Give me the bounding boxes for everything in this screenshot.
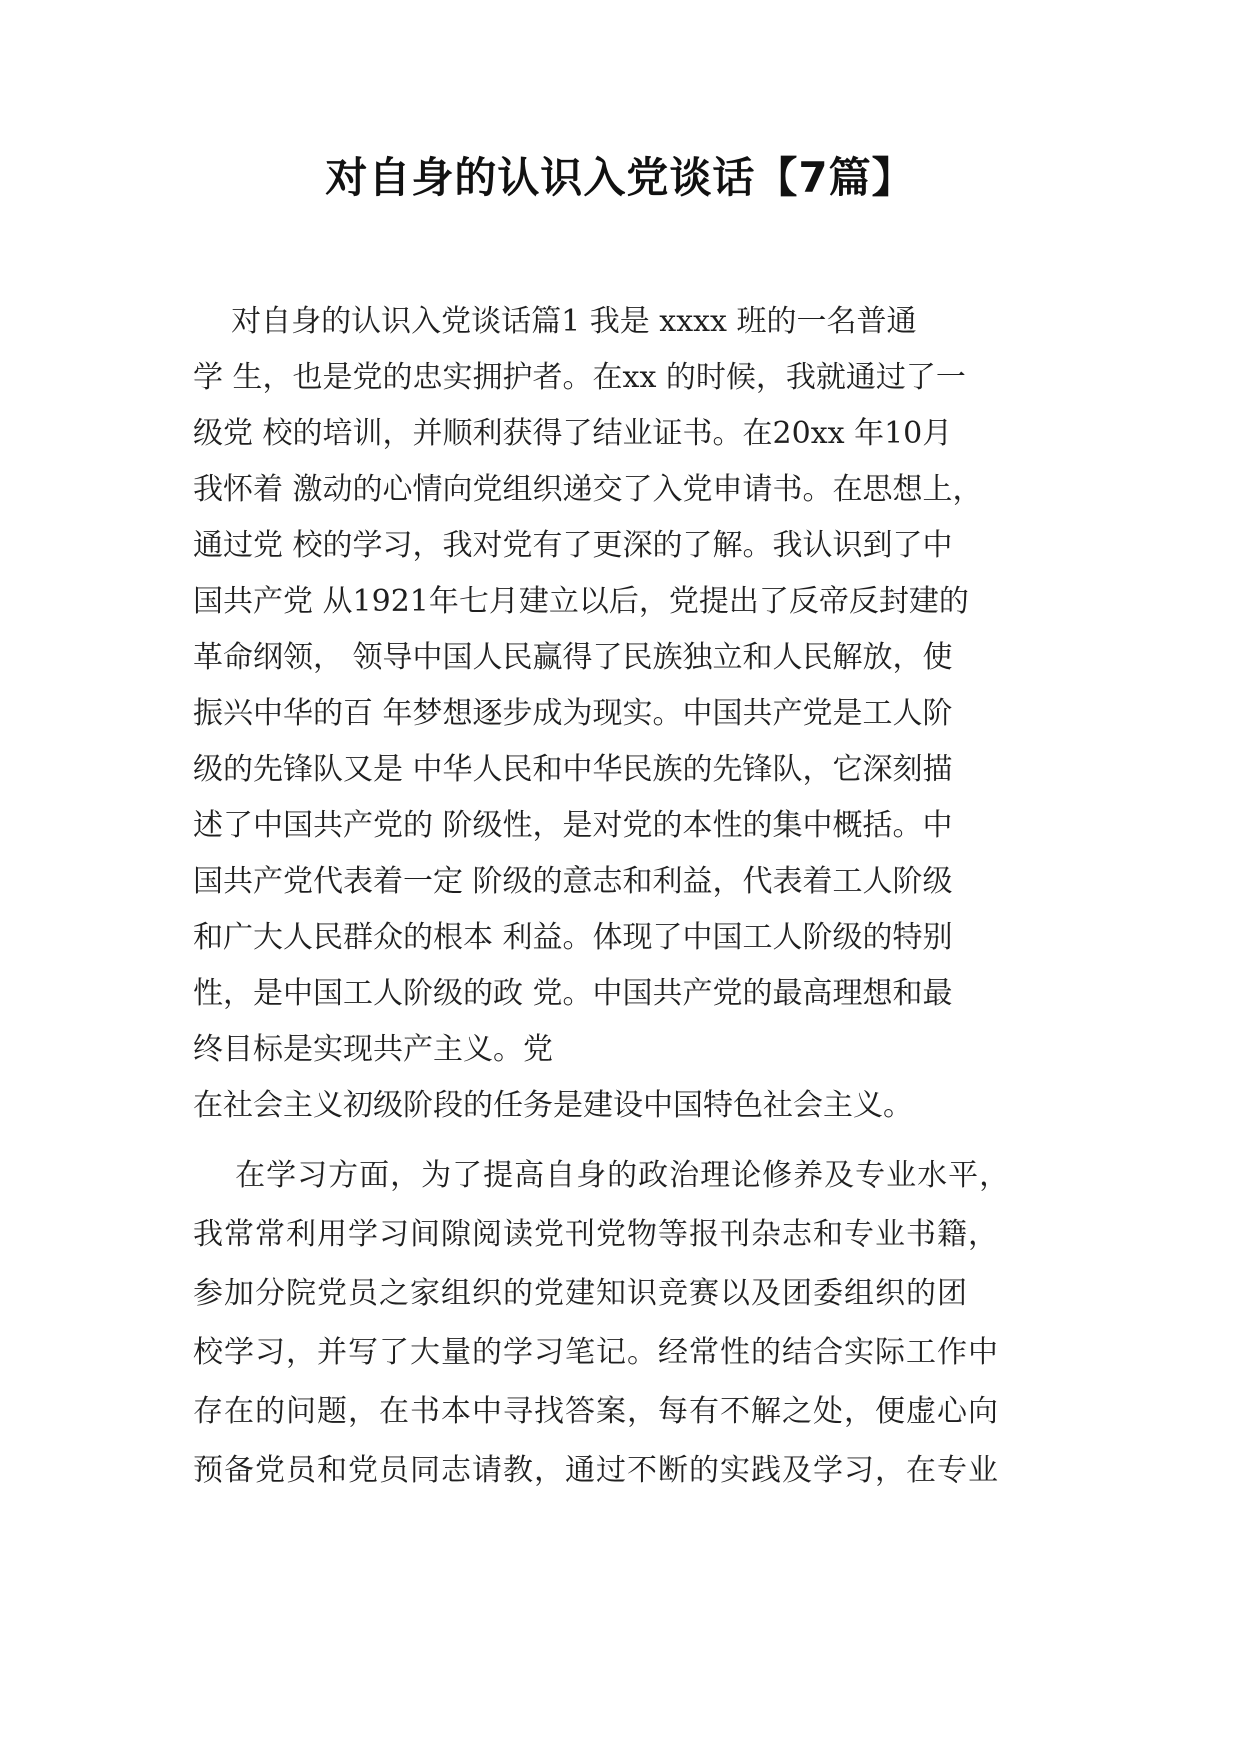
paragraph-line: 参加分院党员之家组织的党建知识竞赛以及团委组织的团 bbox=[193, 1276, 968, 1311]
paragraph-line: 国共产党 从1921年七月建立以后，党提出了反帝反封建的 bbox=[193, 584, 969, 619]
paragraph-2 bbox=[193, 1146, 1073, 1500]
paragraph-line: 对自身的认识入党谈话篇1 我是 xxxx 班的一名普通 bbox=[193, 304, 917, 339]
paragraph-line: 级的先锋队又是 中华人民和中华民族的先锋队，它深刻描 bbox=[193, 752, 953, 787]
paragraph-line: 在社会主义初级阶段的任务是建设中国特色社会主义。 bbox=[193, 1088, 913, 1123]
paragraph-1 bbox=[193, 294, 1073, 1134]
paragraph-line: 国共产党代表着一定 阶级的意志和利益，代表着工人阶级 bbox=[193, 864, 953, 899]
paragraph-line: 和广大人民群众的根本 利益。体现了中国工人阶级的特别 bbox=[193, 920, 953, 955]
paragraph-line: 终目标是实现共产主义。党 bbox=[193, 1032, 553, 1067]
paragraph-line: 性，是中国工人阶级的政 党。中国共产党的最高理想和最 bbox=[193, 976, 953, 1011]
document-title: 对自身的认识入党谈话【7篇】 bbox=[325, 153, 915, 202]
paragraph-line: 存在的问题，在书本中寻找答案，每有不解之处，便虚心向 bbox=[193, 1394, 999, 1429]
paragraph-line: 校学习，并写了大量的学习笔记。经常性的结合实际工作中 bbox=[193, 1335, 999, 1370]
paragraph-line: 革命纲领， 领导中国人民赢得了民族独立和人民解放，使 bbox=[193, 640, 953, 675]
paragraph-line: 学 生，也是党的忠实拥护者。在xx 的时候，我就通过了一 bbox=[193, 360, 966, 395]
paragraph-line: 级党 校的培训，并顺利获得了结业证书。在20xx 年10月 bbox=[193, 416, 953, 451]
paragraph-line: 预备党员和党员同志请教，通过不断的实践及学习，在专业 bbox=[193, 1453, 999, 1488]
paragraph-line: 振兴中华的百 年梦想逐步成为现实。中国共产党是工人阶 bbox=[193, 696, 953, 731]
paragraph-line: 述了中国共产党的 阶级性，是对党的本性的集中概括。中 bbox=[193, 808, 953, 843]
paragraph-line: 我常常利用学习间隙阅读党刊党物等报刊杂志和专业书籍， bbox=[193, 1217, 999, 1252]
paragraph-line: 通过党 校的学习，我对党有了更深的了解。我认识到了中 bbox=[193, 528, 953, 563]
paragraph-line: 在学习方面，为了提高自身的政治理论修养及专业水平， bbox=[193, 1158, 1011, 1193]
paragraph-line: 我怀着 激动的心情向党组织递交了入党申请书。在思想上， bbox=[193, 472, 983, 507]
